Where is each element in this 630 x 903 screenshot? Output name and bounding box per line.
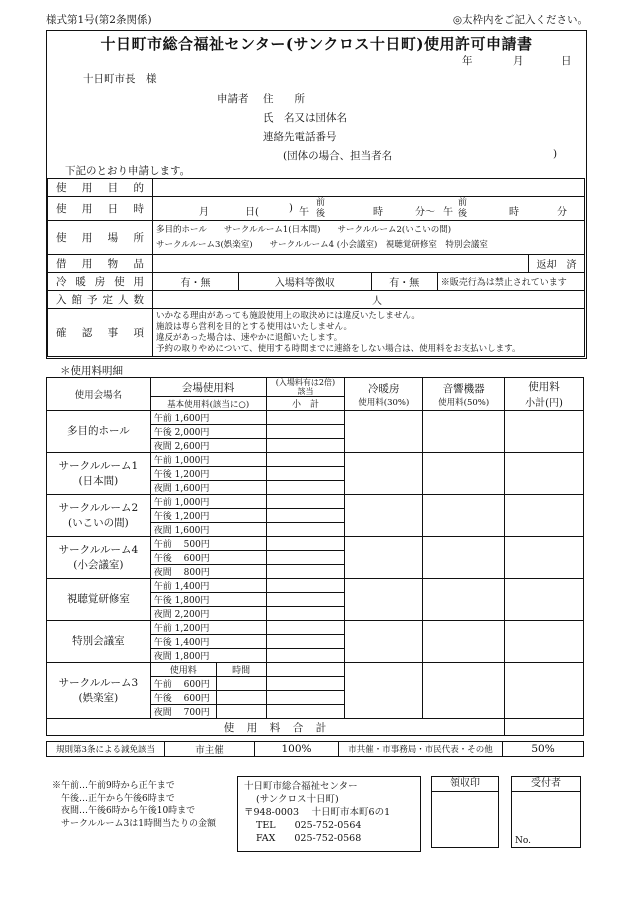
dt-hour2: 時: [509, 207, 519, 218]
attendance-field[interactable]: [153, 291, 585, 309]
page-title: 十日町市総合福祉センター(サンクロス十日町)使用許可申請書: [100, 35, 533, 53]
venue-name: 特別会議室: [47, 621, 151, 663]
reduction-label: 規則第3条による減免該当: [47, 742, 165, 757]
aircon-cell[interactable]: [345, 663, 423, 719]
hours-cell[interactable]: [216, 705, 266, 719]
hall-fee-header: 会場使用料: [150, 378, 266, 397]
receipt-seal-label: 領収印: [432, 777, 498, 792]
venue-price-row: [47, 411, 584, 425]
dt-zen2: 前: [458, 198, 468, 208]
fee-cell[interactable]: [505, 537, 584, 579]
total-field[interactable]: [505, 719, 584, 736]
fee-cell[interactable]: [505, 453, 584, 495]
sound-header: 音響機器 使用料(50%): [423, 378, 505, 411]
subtotal-cell[interactable]: [266, 621, 345, 635]
sound-cell[interactable]: [423, 411, 505, 453]
contact-postal: 〒948-0003 十日町市本町6の1: [244, 807, 391, 818]
total-label: 使 用 料 合 計: [47, 719, 505, 736]
addressee: 十日町市長 様: [83, 73, 157, 85]
aircon-cell[interactable]: [345, 579, 423, 621]
base-price[interactable]: 午後 1,400円: [150, 635, 266, 649]
contact-fax: FAX 025-752-0568: [256, 833, 362, 844]
subtotal-cell[interactable]: [266, 565, 345, 579]
place-label: 使用場所: [48, 221, 153, 255]
datetime-label: 使用日時: [48, 197, 153, 221]
venue-name: サークルルーム1 (日本間): [47, 453, 151, 495]
base-price[interactable]: 夜間 700円: [150, 705, 216, 719]
sound-cell[interactable]: [423, 537, 505, 579]
confirm-line: 施設は専ら営利を目的とする使用はいたしません。: [156, 321, 353, 332]
fee-cell[interactable]: [505, 579, 584, 621]
subtotal-cell[interactable]: [266, 663, 345, 677]
subtotal-header: 小 計: [266, 397, 345, 411]
fee-cell[interactable]: [505, 411, 584, 453]
receipt-number: No.: [515, 836, 531, 846]
sound-cell[interactable]: [423, 495, 505, 537]
venue-price-row: [47, 537, 584, 551]
place-field[interactable]: [153, 221, 585, 255]
subtotal-cell[interactable]: [266, 453, 345, 467]
base-price[interactable]: 午前 1,000円: [150, 453, 266, 467]
dt-min2: 分: [557, 207, 567, 218]
venue-price-row: [47, 495, 584, 509]
section-title: ＊使用料明細: [60, 365, 123, 377]
entry-header: (入場料有は2倍) 該当: [266, 378, 345, 397]
fee-cell[interactable]: [505, 495, 584, 537]
base-price[interactable]: 午後 2,000円: [150, 425, 266, 439]
subtotal-cell[interactable]: [266, 481, 345, 495]
applicant-label: 申請者: [217, 93, 249, 105]
base-price[interactable]: 午後 1,800円: [150, 593, 266, 607]
dt-zen1: 前: [316, 198, 326, 208]
base-price[interactable]: 午後 1,200円: [150, 467, 266, 481]
subtotal-cell[interactable]: [266, 551, 345, 565]
subtotal-cell[interactable]: [266, 607, 345, 621]
venue-price-row: [47, 579, 584, 593]
aircon-label: 冷暖房使用: [48, 273, 153, 291]
application-table: [47, 178, 585, 357]
base-price[interactable]: 夜間 1,800円: [150, 649, 266, 663]
place-option[interactable]: 特別会議室: [445, 239, 488, 250]
confirm-line: いかなる理由があっても施設使用上の取決めには違反いたしません。: [156, 310, 420, 321]
base-price[interactable]: 夜間 2,600円: [150, 439, 266, 453]
base-price[interactable]: 午前 1,600円: [150, 411, 266, 425]
place-option[interactable]: 視聴覚研修室: [385, 239, 437, 250]
room3-header-row: [47, 663, 584, 677]
date-month[interactable]: 月: [513, 55, 524, 67]
base-price[interactable]: 午前 1,400円: [150, 579, 266, 593]
dt-am1: 午: [299, 207, 309, 218]
address-field[interactable]: 住 所: [263, 93, 305, 105]
dt-month: 月: [199, 207, 209, 218]
base-price[interactable]: 午後 600円: [150, 691, 216, 705]
place-option[interactable]: 多目的ホール: [156, 224, 207, 235]
intro-text: 下記のとおり申請します。: [65, 165, 191, 177]
dt-go2: 後: [458, 209, 468, 219]
contact-nick: (サンクロス十日町): [256, 794, 339, 805]
base-price[interactable]: 午前 1,200円: [150, 621, 266, 635]
confirm-label: 確認事項: [48, 309, 153, 357]
application-frame: [46, 30, 587, 359]
fee-cell[interactable]: [505, 621, 584, 663]
fee-subtotal-header: 使用料 小計(円): [505, 378, 584, 411]
base-price[interactable]: 夜間 1,600円: [150, 523, 266, 537]
contact-close: ): [553, 148, 558, 160]
subtotal-cell[interactable]: [266, 691, 345, 705]
sales-note: ※販売行為は禁止されています: [437, 273, 584, 291]
aircon-choice[interactable]: 有・無: [153, 273, 239, 291]
contact-person-field[interactable]: (団体の場合、担当者名: [283, 150, 393, 162]
dt-hour1: 時: [373, 207, 383, 218]
dt-go1: 後: [316, 209, 326, 219]
receiver-box[interactable]: [511, 776, 581, 848]
hours-cell[interactable]: [216, 691, 266, 705]
subtotal-cell[interactable]: [266, 649, 345, 663]
confirm-line: 違反があった場合は、速やかに退館いたします。: [156, 332, 343, 343]
aircon-cell[interactable]: [345, 621, 423, 663]
contact-tel: TEL 025-752-0564: [256, 820, 362, 831]
subtotal-cell[interactable]: [266, 509, 345, 523]
receipt-seal-box[interactable]: [431, 776, 499, 848]
subtotal-cell[interactable]: [266, 425, 345, 439]
hours-cell[interactable]: [216, 677, 266, 691]
room3-hour-label: 時間: [216, 663, 266, 677]
receiver-label: 受付者: [512, 777, 580, 792]
sound-cell[interactable]: [423, 663, 505, 719]
persons-unit: 人: [372, 296, 382, 307]
room3-fee-label: 使用料: [150, 663, 216, 677]
place-option[interactable]: サークルルーム1(日本間): [223, 224, 321, 235]
venue-name: サークルルーム4 (小会議室): [47, 537, 151, 579]
name-field[interactable]: 氏 名又は団体名: [263, 112, 347, 124]
contact-box: [237, 776, 421, 852]
subtotal-cell[interactable]: [266, 537, 345, 551]
subtotal-cell[interactable]: [266, 439, 345, 453]
sound-cell[interactable]: [423, 579, 505, 621]
aircon-cell[interactable]: [345, 537, 423, 579]
sound-cell[interactable]: [423, 453, 505, 495]
reduction-pct-50: 50%: [503, 742, 584, 757]
aircon-cell[interactable]: [345, 411, 423, 453]
note-line: サークルルーム3は1時間当たりの金額: [52, 818, 216, 829]
venue-price-row: [47, 453, 584, 467]
venue-name: サークルルーム3 (娯楽室): [47, 663, 151, 719]
dt-close: ): [289, 203, 293, 214]
contact-org: 十日町市総合福祉センター: [244, 781, 358, 792]
aircon-header: 冷暖房 使用料(30%): [345, 378, 423, 411]
base-price[interactable]: 夜間 2,200円: [150, 607, 266, 621]
base-price[interactable]: 午前 500円: [150, 537, 266, 551]
confirm-line: 予約の取りやめについて、使用する時間までに連絡をしない場合は、使用料をお支払いします。: [156, 343, 521, 354]
place-option[interactable]: サークルルーム4 (小会議室): [269, 239, 378, 250]
top-line: [46, 12, 588, 26]
venue-name: サークルルーム2 (いこいの間): [47, 495, 151, 537]
reduction-host[interactable]: 市主催: [165, 742, 255, 757]
subtotal-cell[interactable]: [266, 677, 345, 691]
subtotal-cell[interactable]: [266, 495, 345, 509]
equipment-label: 借用物品: [48, 255, 153, 273]
sound-cell[interactable]: [423, 621, 505, 663]
dt-am2: 午: [443, 207, 453, 218]
subtotal-cell[interactable]: [266, 523, 345, 537]
aircon-cell[interactable]: [345, 453, 423, 495]
phone-field[interactable]: 連絡先電話番号: [263, 131, 337, 143]
subtotal-cell[interactable]: [266, 579, 345, 593]
dt-min1: 分〜: [415, 207, 435, 218]
datetime-field[interactable]: [153, 197, 585, 221]
date-day[interactable]: 日: [561, 55, 572, 67]
returned-status: 返却 済: [529, 255, 585, 273]
purpose-field[interactable]: [153, 179, 585, 197]
date-year[interactable]: 年: [462, 55, 473, 67]
confirm-items: [153, 309, 585, 357]
base-price[interactable]: 午後 600円: [150, 551, 266, 565]
note-line: 夜間…午後6時から午後10時まで: [52, 806, 196, 816]
subtotal-cell[interactable]: [266, 467, 345, 481]
base-price[interactable]: 夜間 1,600円: [150, 481, 266, 495]
note-line: ※午前…午前9時から正午まで: [52, 781, 175, 791]
note-line: 午後…正午から午後6時まで: [52, 793, 175, 804]
reduction-table: [46, 741, 584, 757]
base-fee-header: 基本使用料(該当に○): [150, 397, 266, 411]
dt-day: 日(: [245, 207, 259, 218]
reduction-pct-100: 100%: [255, 742, 339, 757]
subtotal-cell[interactable]: [266, 705, 345, 719]
purpose-label: 使用目的: [48, 179, 153, 197]
place-option[interactable]: サークルルーム3(娯楽室): [156, 239, 253, 250]
place-option[interactable]: サークルルーム2(いこいの間): [337, 224, 452, 235]
fee-detail-table: [46, 377, 584, 736]
subtotal-cell[interactable]: [266, 593, 345, 607]
base-price[interactable]: 夜間 800円: [150, 565, 266, 579]
attendance-label: 入館予定人数: [48, 291, 153, 309]
venue-price-row: [47, 621, 584, 635]
venue-name: 多目的ホール: [47, 411, 151, 453]
base-price[interactable]: 午前 1,000円: [150, 495, 266, 509]
fill-notice: ◎太枠内をご記入ください。: [452, 14, 588, 26]
fee-cell[interactable]: [505, 663, 584, 719]
venue-header: 使用会場名: [47, 378, 151, 411]
reduction-others[interactable]: 市共催・市事務局・市民代表・その他: [339, 742, 503, 757]
fee-collect-label: 入場料等徴収: [239, 273, 372, 291]
equipment-field[interactable]: [153, 255, 529, 273]
venue-name: 視聴覚研修室: [47, 579, 151, 621]
aircon-cell[interactable]: [345, 495, 423, 537]
subtotal-cell[interactable]: [266, 411, 345, 425]
base-price[interactable]: 午前 600円: [150, 677, 216, 691]
base-price[interactable]: 午後 1,200円: [150, 509, 266, 523]
time-notes: [52, 780, 216, 830]
form-number: 様式第1号(第2条関係): [46, 14, 152, 26]
fee-collect-choice[interactable]: 有・無: [371, 273, 437, 291]
subtotal-cell[interactable]: [266, 635, 345, 649]
